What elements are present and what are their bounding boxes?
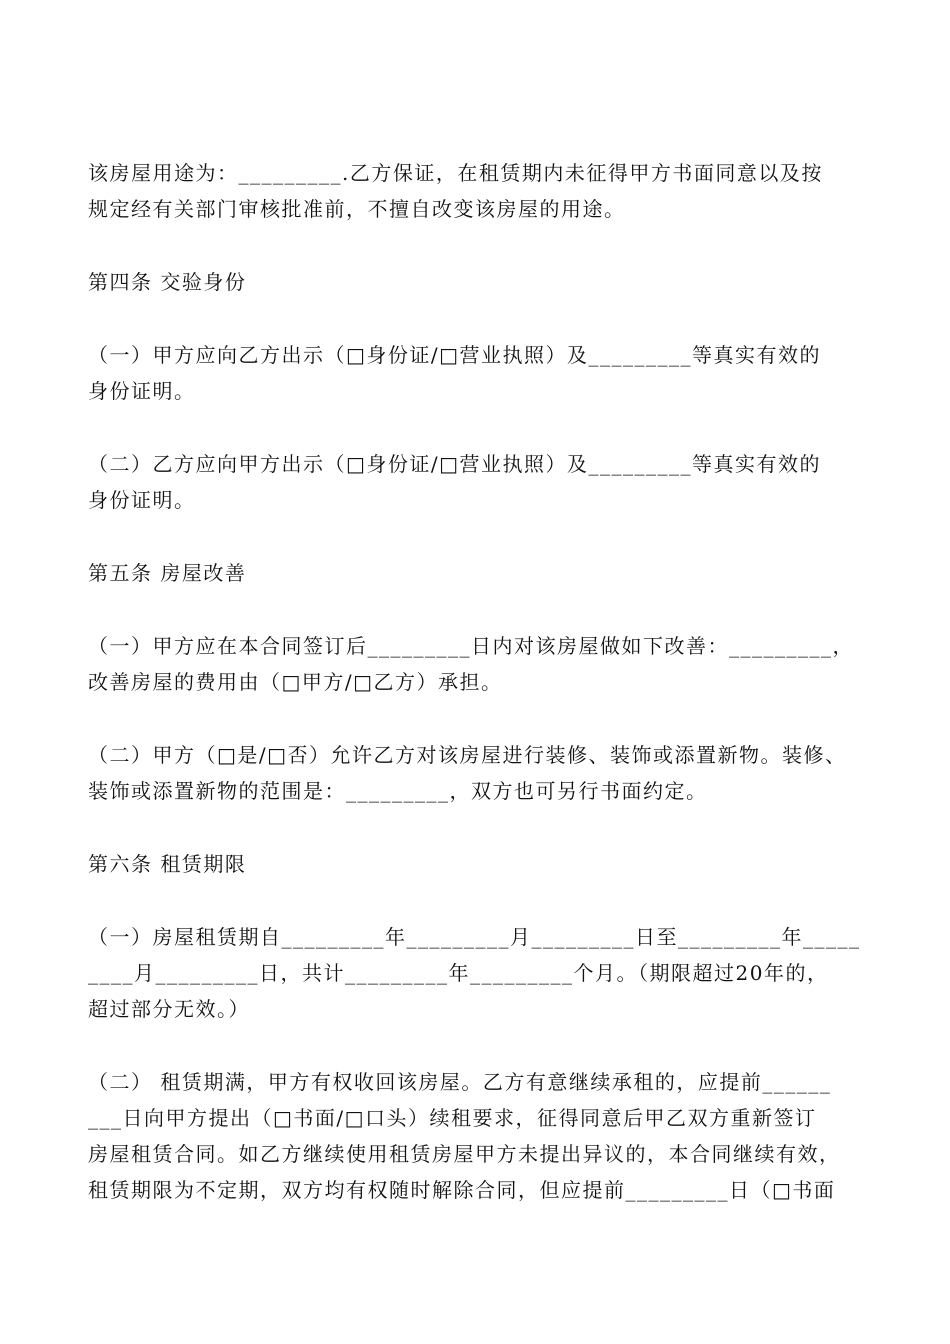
text-line: （二）乙方应向甲方出示（□身份证/□营业执照）及_________等真实有效的 xyxy=(88,452,822,476)
document-page xyxy=(88,155,878,1245)
text-line: ____月_________日，共计_________年_________个月。（期限超过20年的， xyxy=(88,961,829,985)
text-line: 身份证明。 xyxy=(88,488,196,512)
text-line: 装饰或添置新物的范围是：_________，双方也可另行书面约定。 xyxy=(88,779,708,803)
paragraph-6-1 xyxy=(88,919,878,1027)
text-line: ___日向甲方提出（□书面/□口头）续租要求，征得同意后甲乙双方重新签订 xyxy=(88,1106,817,1130)
article-4-heading xyxy=(88,264,878,300)
paragraph-6-2 xyxy=(88,1064,878,1208)
text-line: 改善房屋的费用由（□甲方/□乙方）承担。 xyxy=(88,670,503,694)
text-line: （二）甲方（□是/□否）允许乙方对该房屋进行装修、装饰或添置新物。装修、 xyxy=(88,743,847,767)
text-line: 租赁期限为不定期，双方均有权随时解除合同，但应提前_________日（□书面 xyxy=(88,1178,836,1202)
heading-text: 第四条 交验身份 xyxy=(88,270,247,294)
text-line: 规定经有关部门审核批准前，不擅自改变该房屋的用途。 xyxy=(88,197,626,221)
paragraph-house-usage xyxy=(88,155,878,227)
paragraph-5-1 xyxy=(88,628,878,700)
text-line: 该房屋用途为：_________.乙方保证，在租赁期内未征得甲方书面同意以及按 xyxy=(88,161,823,185)
text-line: 超过部分无效。） xyxy=(88,997,250,1021)
heading-text: 第五条 房屋改善 xyxy=(88,561,247,585)
paragraph-4-2 xyxy=(88,446,878,518)
text-line: （一）甲方应向乙方出示（□身份证/□营业执照）及_________等真实有效的 xyxy=(88,343,822,367)
paragraph-5-2 xyxy=(88,737,878,809)
paragraph-4-1 xyxy=(88,337,878,409)
text-line: （一）甲方应在本合同签订后_________日内对该房屋做如下改善：_________， xyxy=(88,634,854,658)
article-5-heading xyxy=(88,555,878,591)
article-6-heading xyxy=(88,846,878,882)
text-line: （二） 租赁期满，甲方有权收回该房屋。乙方有意继续承租的，应提前______ xyxy=(88,1070,832,1094)
text-line: （一）房屋租赁期自_________年_________月_________日至_________年_____ xyxy=(88,925,861,949)
text-line: 房屋租赁合同。如乙方继续使用租赁房屋甲方未提出异议的，本合同继续有效， xyxy=(88,1142,841,1166)
text-line: 身份证明。 xyxy=(88,379,196,403)
heading-text: 第六条 租赁期限 xyxy=(88,852,247,876)
